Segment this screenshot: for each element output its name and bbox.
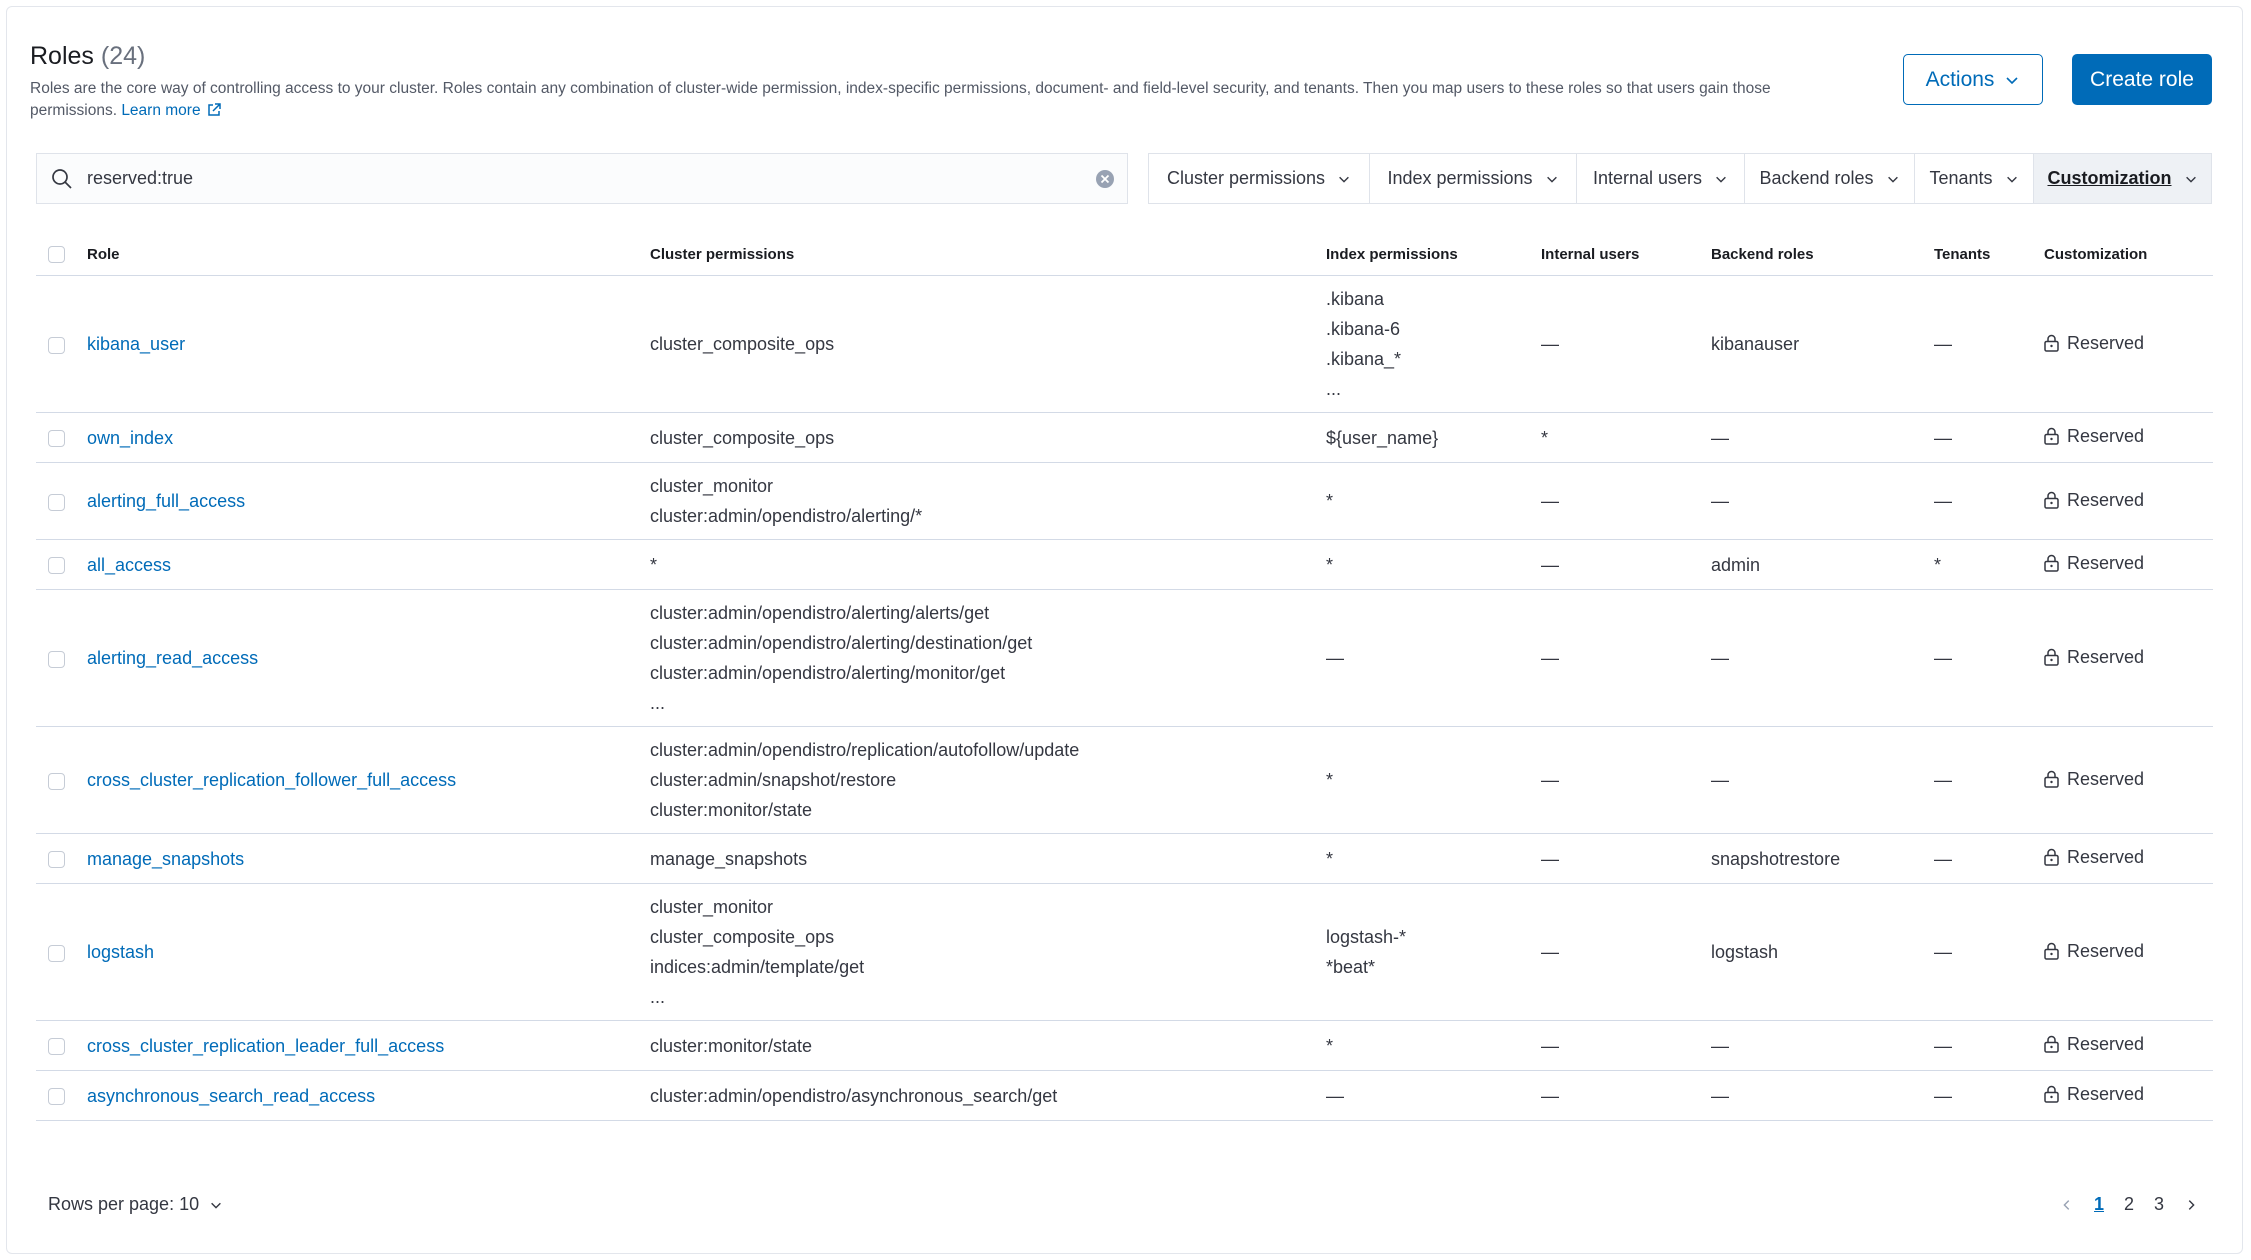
tenants-cell: —	[1934, 727, 2044, 834]
index-permission-item: .kibana_*	[1326, 349, 1402, 369]
lock-icon	[2044, 427, 2059, 445]
row-select-cell	[36, 276, 87, 413]
backend-roles-cell: admin	[1711, 540, 1934, 590]
filter-index-permissions[interactable]	[1370, 154, 1577, 203]
index-permission-item: ${user_name}	[1326, 427, 1439, 448]
tenants-cell: —	[1934, 1071, 2044, 1121]
lock-icon	[2044, 491, 2059, 509]
filter-customization[interactable]	[2034, 154, 2211, 203]
index-permissions-cell	[1326, 590, 1541, 727]
index-permission-item: logstash-*	[1326, 927, 1407, 947]
role-cell	[87, 590, 650, 727]
reserved-label: Reserved	[2067, 1034, 2145, 1054]
role-cell	[87, 884, 650, 1021]
cluster-permissions-cell	[650, 1071, 1326, 1121]
search-icon	[51, 168, 73, 190]
description-text: Roles are the core way of controlling access to your cluster. Roles contain any combination of cluster-wide permission, index-specific permissions, document- and field-level security, and tenants. Then you map users to these roles so that users gain those permissions.	[30, 80, 1771, 119]
role-cell	[87, 1071, 650, 1121]
tenants-cell: —	[1934, 463, 2044, 540]
table-row	[36, 413, 2213, 463]
customization-cell	[2044, 727, 2213, 834]
page-title	[30, 42, 145, 71]
role-link[interactable]: kibana_user	[87, 334, 186, 354]
lock-icon	[2044, 334, 2059, 352]
row-checkbox[interactable]	[48, 651, 65, 668]
backend-roles-cell: —	[1711, 727, 1934, 834]
filter-label: Index permissions	[1387, 168, 1533, 188]
cluster-permission-item: cluster:monitor/state	[650, 800, 813, 820]
index-permissions-cell	[1326, 884, 1541, 1021]
customization-cell	[2044, 276, 2213, 413]
chevron-down-icon	[2184, 172, 2198, 186]
search-bar[interactable]	[36, 153, 1128, 204]
index-permission-item: —	[1326, 1085, 1344, 1106]
backend-roles-cell: —	[1711, 1071, 1934, 1121]
reserved-label: Reserved	[2067, 553, 2145, 573]
internal-users-cell: —	[1541, 463, 1711, 540]
index-permissions-cell	[1326, 727, 1541, 834]
internal-users-cell: —	[1541, 727, 1711, 834]
cluster-permission-item: ...	[650, 987, 666, 1007]
row-checkbox[interactable]	[48, 851, 65, 868]
cluster-permission-item: cluster_monitor	[650, 476, 774, 496]
cluster-permissions-cell	[650, 834, 1326, 884]
column-header-backend-roles[interactable]: Backend roles	[1711, 233, 1934, 276]
cluster-permission-item: cluster:admin/snapshot/restore	[650, 770, 897, 790]
table-row	[36, 590, 2213, 727]
table-row	[36, 463, 2213, 540]
cluster-permission-item: cluster:admin/opendistro/replication/autofollow/update	[650, 740, 1080, 760]
index-permission-item: *	[1326, 1035, 1334, 1056]
index-permission-item: .kibana	[1326, 289, 1385, 309]
filter-group	[1148, 153, 2212, 204]
chevron-down-icon	[1714, 172, 1728, 186]
backend-roles-cell: —	[1711, 463, 1934, 540]
reserved-label: Reserved	[2067, 646, 2145, 667]
index-permission-item: *	[1326, 848, 1334, 869]
actions-button[interactable]	[1903, 54, 2043, 105]
row-checkbox[interactable]	[48, 494, 65, 511]
page-description	[30, 78, 1860, 122]
cluster-permission-item: cluster_monitor	[650, 897, 774, 917]
role-link[interactable]: alerting_full_access	[87, 491, 246, 511]
customization-cell	[2044, 834, 2213, 884]
tenants-cell: —	[1934, 590, 2044, 727]
row-select-cell	[36, 727, 87, 834]
role-link[interactable]: cross_cluster_replication_leader_full_access	[87, 1035, 445, 1056]
role-link[interactable]: all_access	[87, 554, 172, 575]
table-row	[36, 276, 2213, 413]
lock-icon	[2044, 848, 2059, 866]
rows-per-page-selector[interactable]	[48, 1194, 223, 1215]
tenants-cell: —	[1934, 413, 2044, 463]
row-checkbox[interactable]	[48, 337, 65, 354]
filter-label: Internal users	[1592, 168, 1703, 188]
role-link[interactable]: manage_snapshots	[87, 848, 245, 869]
lock-icon	[2044, 554, 2059, 572]
index-permission-item: *	[1326, 770, 1334, 790]
lock-icon	[2044, 942, 2059, 960]
select-all-cell	[36, 233, 87, 276]
cluster-permission-item: cluster:monitor/state	[650, 1035, 813, 1056]
customization-cell	[2044, 1071, 2213, 1121]
reserved-badge	[2044, 842, 2144, 872]
filter-tenants[interactable]	[1915, 154, 2034, 203]
chevron-down-icon	[1545, 172, 1559, 186]
lock-icon	[2044, 770, 2059, 788]
internal-users-cell: —	[1541, 540, 1711, 590]
chevron-down-icon	[2004, 72, 2020, 88]
column-header-tenants[interactable]: Tenants	[1934, 233, 2044, 276]
backend-roles-cell: —	[1711, 1021, 1934, 1071]
filter-label: Customization	[2047, 168, 2172, 188]
chevron-down-icon	[2005, 172, 2019, 186]
table-row	[36, 1021, 2213, 1071]
cluster-permissions-cell	[650, 276, 1326, 413]
row-select-cell	[36, 1021, 87, 1071]
column-header-internal-users[interactable]: Internal users	[1541, 233, 1711, 276]
select-all-checkbox[interactable]	[48, 246, 65, 263]
column-header-customization[interactable]: Customization	[2044, 233, 2213, 276]
reserved-badge	[2044, 421, 2144, 451]
index-permissions-cell	[1326, 540, 1541, 590]
column-header-cluster-permissions[interactable]: Cluster permissions	[650, 233, 1326, 276]
index-permissions-cell	[1326, 463, 1541, 540]
internal-users-cell: —	[1541, 276, 1711, 413]
page-2-link[interactable]: 2	[2124, 1194, 2135, 1214]
cluster-permission-item: cluster:admin/opendistro/alerting/*	[650, 506, 923, 526]
role-cell	[87, 463, 650, 540]
filter-backend-roles[interactable]	[1745, 154, 1915, 203]
tenants-cell: —	[1934, 834, 2044, 884]
row-select-cell	[36, 884, 87, 1021]
chevron-right-icon[interactable]	[2184, 1198, 2198, 1212]
chevron-left-icon[interactable]	[2060, 1198, 2074, 1212]
learn-more-link[interactable]	[121, 102, 220, 119]
chevron-down-icon	[1886, 172, 1900, 186]
index-permissions-cell	[1326, 276, 1541, 413]
filter-label: Tenants	[1929, 168, 1993, 188]
cluster-permission-item: cluster_composite_ops	[650, 334, 835, 354]
column-header-index-permissions[interactable]: Index permissions	[1326, 233, 1541, 276]
cluster-permission-item: cluster:admin/opendistro/alerting/monitor/get	[650, 663, 1006, 683]
cluster-permission-item: cluster:admin/opendistro/asynchronous_search/get	[650, 1085, 1058, 1106]
reserved-badge	[2044, 936, 2144, 966]
table-row	[36, 540, 2213, 590]
clear-search-icon[interactable]	[1095, 169, 1115, 189]
external-link-icon	[207, 103, 221, 117]
cluster-permissions-cell	[650, 540, 1326, 590]
cluster-permission-item: indices:admin/template/get	[650, 957, 865, 977]
table-body	[36, 276, 2213, 1121]
row-checkbox[interactable]	[48, 1038, 65, 1055]
chevron-down-icon	[1337, 172, 1351, 186]
reserved-label: Reserved	[2067, 847, 2145, 867]
row-checkbox[interactable]	[48, 945, 65, 962]
table-row	[36, 1071, 2213, 1121]
row-select-cell	[36, 834, 87, 884]
role-cell	[87, 727, 650, 834]
reserved-badge	[2044, 548, 2144, 578]
tenants-cell: —	[1934, 884, 2044, 1021]
internal-users-cell: —	[1541, 590, 1711, 727]
row-select-cell	[36, 540, 87, 590]
customization-cell	[2044, 540, 2213, 590]
pagination	[2060, 1194, 2198, 1215]
cluster-permission-item: manage_snapshots	[650, 848, 808, 869]
role-link[interactable]: asynchronous_search_read_access	[87, 1085, 376, 1106]
reserved-badge	[2044, 328, 2144, 358]
index-permission-item: *	[1326, 554, 1334, 575]
table-row	[36, 884, 2213, 1021]
cluster-permission-item: cluster_composite_ops	[650, 927, 835, 947]
filter-label: Backend roles	[1759, 168, 1874, 188]
tenants-cell: —	[1934, 1021, 2044, 1071]
row-select-cell	[36, 463, 87, 540]
roles-count: (24)	[100, 42, 146, 70]
backend-roles-cell: —	[1711, 590, 1934, 727]
roles-table	[36, 233, 2213, 1121]
row-select-cell	[36, 1071, 87, 1121]
index-permission-item: *beat*	[1326, 957, 1376, 977]
internal-users-cell: —	[1541, 884, 1711, 1021]
row-select-cell	[36, 413, 87, 463]
reserved-badge	[2044, 1029, 2144, 1059]
rows-per-page-label: Rows per page: 10	[48, 1194, 200, 1214]
cluster-permissions-cell	[650, 1021, 1326, 1071]
reserved-badge	[2044, 642, 2144, 672]
customization-cell	[2044, 463, 2213, 540]
backend-roles-cell: kibanauser	[1711, 276, 1934, 413]
row-select-cell	[36, 590, 87, 727]
backend-roles-cell: snapshotrestore	[1711, 834, 1934, 884]
internal-users-cell: —	[1541, 834, 1711, 884]
cluster-permissions-cell	[650, 727, 1326, 834]
index-permissions-cell	[1326, 1021, 1541, 1071]
cluster-permissions-cell	[650, 590, 1326, 727]
internal-users-cell: —	[1541, 1021, 1711, 1071]
create-role-label: Create role	[2090, 67, 2194, 91]
filter-label: Cluster permissions	[1166, 168, 1326, 188]
tenants-cell: —	[1934, 276, 2044, 413]
reserved-badge	[2044, 485, 2144, 515]
index-permission-item: .kibana-6	[1326, 319, 1401, 339]
index-permissions-cell	[1326, 413, 1541, 463]
role-link[interactable]: cross_cluster_replication_follower_full_access	[87, 770, 457, 790]
cluster-permission-item: cluster_composite_ops	[650, 427, 835, 448]
row-checkbox[interactable]	[48, 1088, 65, 1105]
index-permissions-cell	[1326, 834, 1541, 884]
cluster-permissions-cell	[650, 884, 1326, 1021]
filter-cluster-permissions[interactable]	[1149, 154, 1370, 203]
role-link[interactable]: alerting_read_access	[87, 648, 259, 668]
backend-roles-cell: logstash	[1711, 884, 1934, 1021]
cluster-permissions-cell	[650, 413, 1326, 463]
customization-cell	[2044, 590, 2213, 727]
role-cell	[87, 540, 650, 590]
reserved-label: Reserved	[2067, 489, 2145, 510]
row-checkbox[interactable]	[48, 557, 65, 574]
cluster-permission-item: cluster:admin/opendistro/alerting/alerts/get	[650, 603, 990, 623]
cluster-permission-item: cluster:admin/opendistro/alerting/destination/get	[650, 633, 1033, 653]
create-role-button[interactable]	[2072, 54, 2212, 105]
customization-cell	[2044, 1021, 2213, 1071]
cluster-permission-item: ...	[650, 693, 666, 713]
chevron-down-icon	[209, 1198, 223, 1212]
customization-cell	[2044, 413, 2213, 463]
cluster-permission-item: *	[650, 554, 658, 575]
lock-icon	[2044, 1085, 2059, 1103]
role-cell	[87, 834, 650, 884]
reserved-label: Reserved	[2067, 426, 2145, 446]
role-link[interactable]: logstash	[87, 942, 155, 962]
index-permission-item: ...	[1326, 379, 1342, 399]
reserved-label: Reserved	[2067, 332, 2145, 353]
column-header-role[interactable]: Role	[87, 233, 650, 276]
row-checkbox[interactable]	[48, 430, 65, 447]
page-title-text: Roles	[30, 42, 94, 70]
role-cell	[87, 1021, 650, 1071]
reserved-badge	[2044, 764, 2144, 794]
actions-label: Actions	[1925, 67, 1995, 91]
table-header-row	[36, 233, 2213, 276]
cluster-permissions-cell	[650, 463, 1326, 540]
index-permission-item: —	[1326, 648, 1344, 668]
learn-more-label: Learn more	[121, 102, 201, 119]
index-permission-item: *	[1326, 491, 1334, 511]
table-row	[36, 834, 2213, 884]
role-cell	[87, 276, 650, 413]
table-row	[36, 727, 2213, 834]
internal-users-cell: *	[1541, 413, 1711, 463]
backend-roles-cell: —	[1711, 413, 1934, 463]
reserved-label: Reserved	[2067, 768, 2145, 789]
page-3-link[interactable]: 3	[2154, 1194, 2165, 1214]
reserved-label: Reserved	[2067, 940, 2145, 961]
filter-internal-users[interactable]	[1577, 154, 1745, 203]
tenants-cell: *	[1934, 540, 2044, 590]
role-link[interactable]: own_index	[87, 427, 174, 448]
lock-icon	[2044, 648, 2059, 666]
search-input[interactable]: reserved:true	[87, 168, 194, 188]
customization-cell	[2044, 884, 2213, 1021]
row-checkbox[interactable]	[48, 773, 65, 790]
index-permissions-cell	[1326, 1071, 1541, 1121]
page-1-link[interactable]: 1	[2094, 1194, 2105, 1214]
reserved-badge	[2044, 1079, 2144, 1109]
reserved-label: Reserved	[2067, 1084, 2145, 1104]
lock-icon	[2044, 1035, 2059, 1053]
role-cell	[87, 413, 650, 463]
internal-users-cell: —	[1541, 1071, 1711, 1121]
